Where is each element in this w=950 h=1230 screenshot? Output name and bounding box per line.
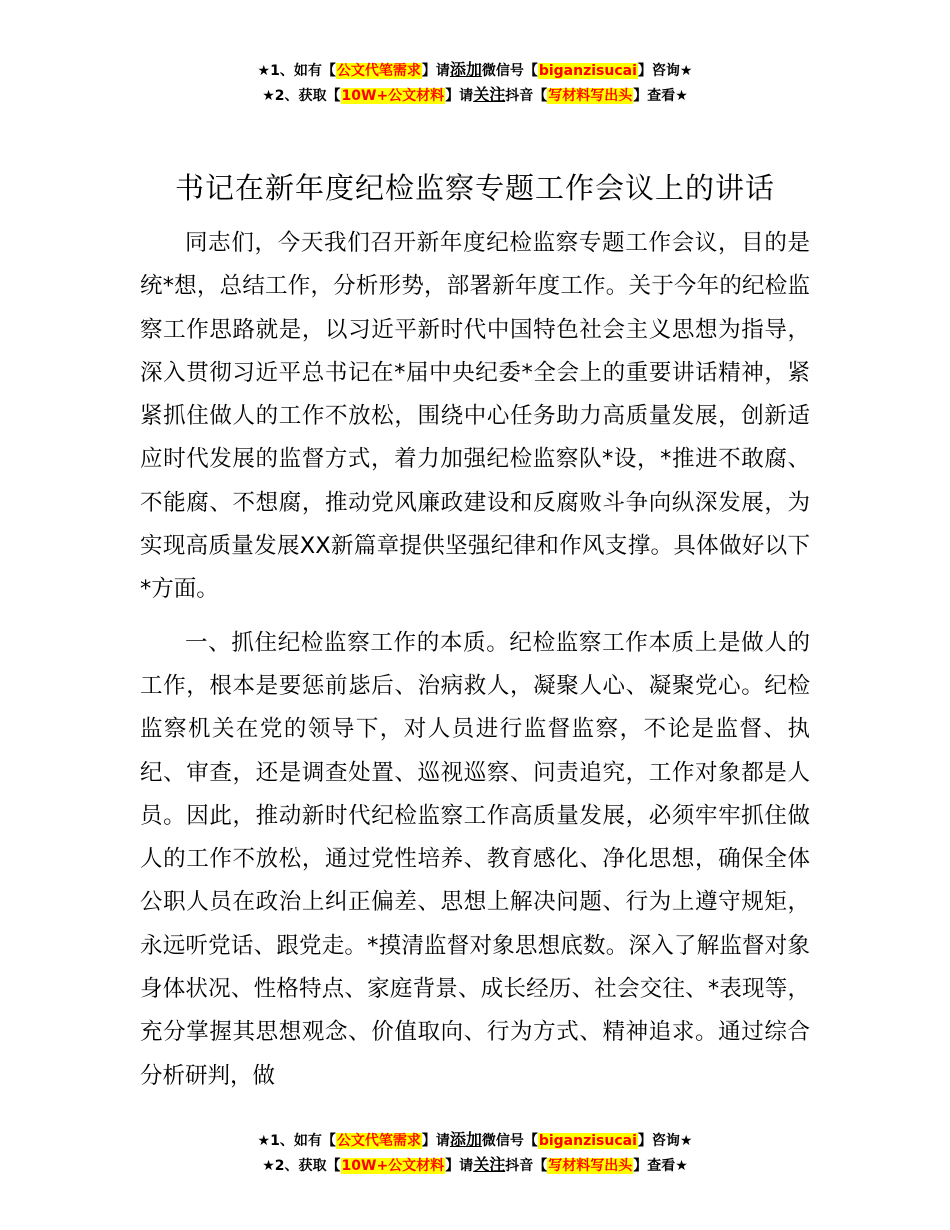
promo-text: ★2、获取【 bbox=[262, 1158, 341, 1174]
promo-text: 抖音【 bbox=[505, 1158, 548, 1174]
promo-text: ★2、获取【 bbox=[262, 88, 341, 104]
promo-highlight: 写材料写出头 bbox=[548, 1158, 633, 1174]
promo-highlight: 公文代笔需求 bbox=[336, 63, 421, 79]
promo-highlight: 公文代笔需求 bbox=[336, 1133, 421, 1149]
header-promo-banner bbox=[0, 58, 950, 108]
promo-highlight: biganzisucai bbox=[538, 63, 637, 79]
promo-line-1 bbox=[0, 58, 950, 83]
promo-line-1 bbox=[0, 1128, 950, 1153]
promo-text: ★1、如有【 bbox=[257, 63, 336, 79]
promo-highlight: 10W+公文材料 bbox=[341, 88, 445, 104]
promo-text: 抖音【 bbox=[505, 88, 548, 104]
promo-line-2 bbox=[0, 83, 950, 108]
promo-text: 】请 bbox=[445, 1158, 474, 1174]
paragraph-intro: 同志们，今天我们召开新年度纪检监察专题工作会议，目的是统*想，总结工作，分析形势，部署新年度工作。关于今年的纪检监察工作思路就是，以习近平新时代中国特色社会主义思想为指导，深入贯彻习近平总书记在*届中央纪委*全会上的重要讲话精神，紧紧抓住做人的工作不放松，围绕中心任务助力高质量发展，创新适应时代发展的监督方式，着力加强纪检监察队*设，*推进不敢腐、不能腐、不想腐，推动党风廉政建设和反腐败斗争向纵深发展，为实现高质量发展XX新篇章提供坚强纪律和作风支撑。具体做好以下*方面。 bbox=[140, 230, 810, 603]
promo-text: 】请 bbox=[445, 88, 474, 104]
promo-text: ★1、如有【 bbox=[257, 1133, 336, 1149]
document-body bbox=[140, 222, 810, 1108]
promo-emphasis: 添加 bbox=[449, 1130, 482, 1149]
promo-emphasis: 关注 bbox=[473, 1155, 506, 1174]
promo-highlight: biganzisucai bbox=[538, 1133, 637, 1149]
promo-text: 微信号【 bbox=[481, 1133, 538, 1149]
promo-text: 】查看★ bbox=[633, 1158, 688, 1174]
paragraph-section-1: 一、抓住纪检监察工作的本质。纪检监察工作本质上是做人的工作，根本是要惩前毖后、治病救人，凝聚人心、凝聚党心。纪检监察机关在党的领导下，对人员进行监督监察，不论是监督、执纪、审查，还是调查处置、巡视巡察、问责追究，工作对象都是人员。因此，推动新时代纪检监察工作高质量发展，必须牢牢抓住做人的工作不放松，通过党性培养、教育感化、净化思想，确保全体公职人员在政治上纠正偏差、思想上解决问题、行为上遵守规矩，永远听党话、跟党走。*摸清监督对象思想底数。深入了解监督对象身体状况、性格特点、家庭背景、成长经历、社会交往、*表现等，充分掌握其思想观念、价值取向、行为方式、精神追求。通过综合分析研判，做 bbox=[140, 629, 810, 1089]
promo-text: 】请 bbox=[421, 63, 450, 79]
promo-highlight: 写材料写出头 bbox=[548, 88, 633, 104]
promo-emphasis: 添加 bbox=[449, 60, 482, 79]
promo-emphasis: 关注 bbox=[473, 85, 506, 104]
promo-text: 微信号【 bbox=[481, 63, 538, 79]
promo-text: 】咨询★ bbox=[637, 1133, 693, 1149]
promo-line-2 bbox=[0, 1153, 950, 1178]
promo-text: 】咨询★ bbox=[637, 63, 693, 79]
document-title: 书记在新年度纪检监察专题工作会议上的讲话 bbox=[174, 171, 775, 205]
promo-text: 】查看★ bbox=[633, 88, 688, 104]
promo-text: 】请 bbox=[421, 1133, 450, 1149]
footer-promo-banner bbox=[0, 1128, 950, 1178]
promo-highlight: 10W+公文材料 bbox=[341, 1158, 445, 1174]
